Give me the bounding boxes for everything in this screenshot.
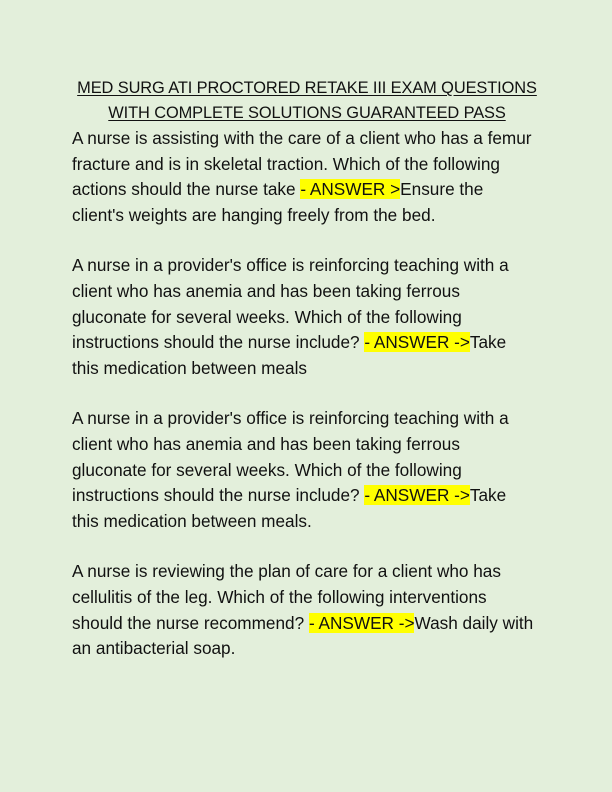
answer-text: Ensure the client's weights are hanging freely from the bed. <box>72 179 484 225</box>
answer-text: Wash daily with an antibacterial soap. <box>72 612 534 659</box>
question-text: A nurse is assisting with the care of a client who has a femur fracture and is in skeletal traction. Which of the following actions should the nurse take <box>72 128 532 200</box>
answer-tag-highlight: - ANSWER -> <box>308 612 415 633</box>
title-line-2: WITH COMPLETE SOLUTIONS GUARANTEED PASS <box>108 104 506 122</box>
question-text: A nurse in a provider's office is reinforcing teaching with a client who has anemia and has been taking ferrous gluconate for several weeks. Which of the following instructions should the nurse include? <box>72 255 509 353</box>
answer-text: Take this medication between meals. <box>72 485 507 531</box>
qa-item-3 <box>72 406 534 534</box>
question-text: A nurse in a provider's office is reinforcing teaching with a client who has anemia and has been taking ferrous gluconate for several weeks. Which of the following instructions should the nurse include? <box>72 408 509 506</box>
qa-item-4 <box>72 559 534 661</box>
title-line-1: MED SURG ATI PROCTORED RETAKE III EXAM QUESTIONS <box>77 79 537 97</box>
document-title <box>72 76 542 126</box>
qa-item-1 <box>72 126 534 228</box>
answer-tag-highlight: - ANSWER > <box>300 179 401 200</box>
qa-item-2 <box>72 253 534 381</box>
answer-text: Take this medication between meals <box>72 332 507 378</box>
question-text: A nurse is reviewing the plan of care for a client who has cellulitis of the leg. Which of the following interventions should the nurse recommend? <box>72 561 501 633</box>
answer-tag-highlight: - ANSWER -> <box>364 485 470 506</box>
answer-tag-highlight: - ANSWER -> <box>364 332 470 353</box>
